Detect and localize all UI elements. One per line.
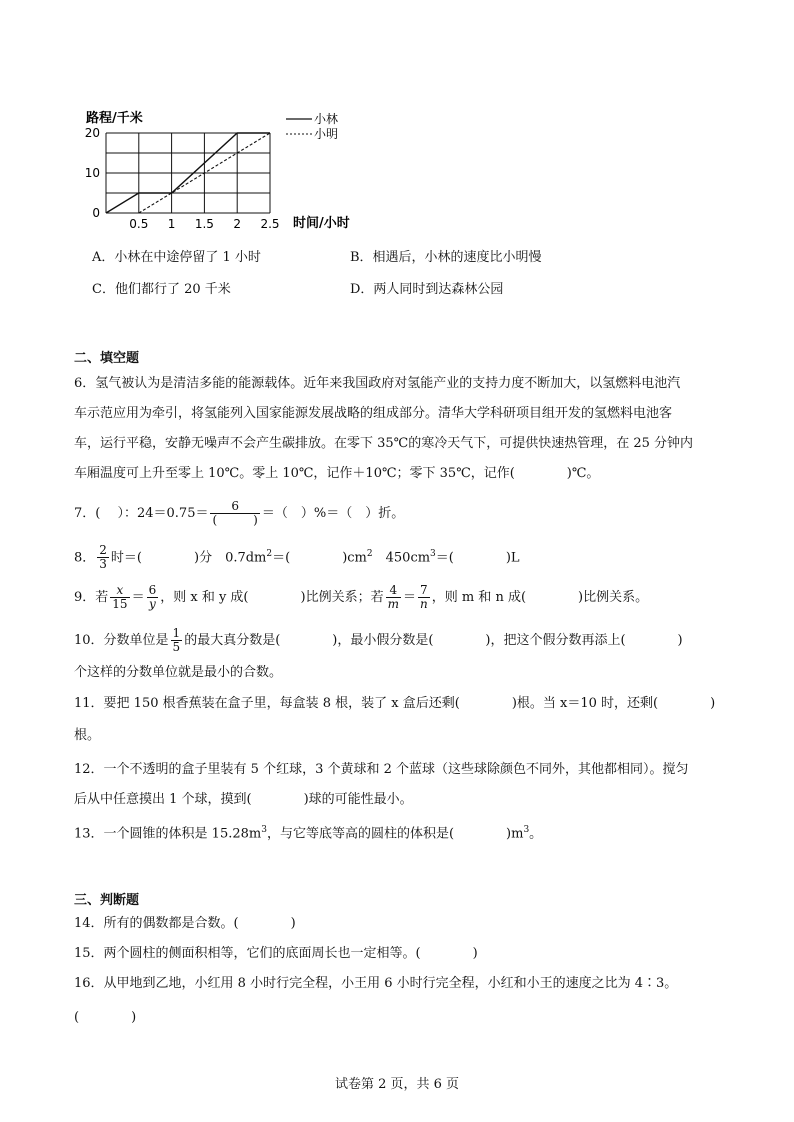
page-footer: 试卷第 2 页，共 6 页 [334,1077,460,1092]
chart-legend [286,111,338,141]
question-16-line-1: 16．从甲地到乙地，小红用 8 小时行完全程，小王用 6 小时行完全程，小红和小王的速度之比为 4∶3。 [74,976,678,991]
question-16-line-2: ( ) [74,1010,137,1025]
x-axis-label: 时间/小时 [293,216,350,231]
question-15: 15．两个圆柱的侧面积相等，它们的底面周长也一定相等。( ) [74,946,478,961]
y-tick-label: 20 [84,126,100,140]
question-8: 8． $\frac{2}{3}$ 时＝( )分 $0.7dm^2=$( )$cm^2$ $450cm^3=$( )L [74,543,520,572]
section-title-fill-in: 二、填空题 [74,351,140,366]
choice-d: D．两人同时到达森林公园 [350,282,504,297]
choice-c: C．他们都行了 20 千米 [92,282,231,297]
question-14: 14．所有的偶数都是合数。( ) [74,916,296,931]
y-tick-label: 0 [92,206,100,220]
question-10-line-2: 个这样的分数单位就是最小的合数。 [74,665,283,680]
section-title-true-false: 三、判断题 [74,893,140,908]
choice-a: A．小林在中途停留了 1 小时 [92,250,261,265]
choice-b: B．相遇后，小林的速度比小明慢 [350,250,542,265]
question-12-line-2: 后从中任意摸出 1 个球，摸到( )球的可能性最小。 [74,792,413,807]
chart-grid [106,133,270,213]
y-axis-label: 路程/千米 [86,111,143,126]
y-tick-labels [85,126,100,220]
question-11-line-1: 11．要把 150 根香蕉装在盒子里，每盒装 8 根，装了 x 盒后还剩( )根。当 x＝10 时，还剩( ) [74,696,716,711]
question-11-line-2: 根。 [74,728,101,743]
q6-line-3: 车，运行平稳，安静无噪声不会产生碳排放。在零下 35℃的寒冷天气下，可提供快速热管理，在 25 分钟内 [74,436,694,451]
x-tick-label: 2.5 [260,217,280,231]
x-tick-label: 1.5 [194,217,214,231]
question-9: 9．若 $\frac{x}{15}$ ＝ $\frac{6}{y}$ ，则 x 和 y 成( )比例关系；若 $\frac{4}{m}$ ＝ $\frac{7}{n}$ ，则 m 和 n 成( )比例关系。 [74,583,649,611]
question-7: 7．( ）：24＝0.75＝ $\frac{6}{( )}$ ＝（ ）%＝（ ）折。 [74,499,405,527]
question-10-line-1: 10．分数单位是 $\frac{1}{5}$ 的最大真分数是( )，最小假分数是( )，把这个假分数再添上( ) [74,626,683,654]
question-12-line-1: 12．一个不透明的盒子里装有 5 个红球，3 个黄球和 2 个蓝球（这些球除颜色不同外，其他都相同）。搅匀 [74,762,689,777]
x-tick-label: 0.5 [129,217,149,231]
question-13: 13．一个圆锥的体积是 $15.28m^3$，与它等底等高的圆柱的体积是( )$m^3$。 [74,825,543,842]
x-tick-label: 1 [167,217,176,231]
q6-line-1: 6．氢气被认为是清洁多能的能源载体。近年来我国政府对氢能产业的支持力度不断加大，以氢燃料电池汽 [74,376,681,391]
y-tick-label: 10 [84,166,100,180]
distance-time-chart [80,104,380,234]
x-tick-label: 2 [233,217,242,231]
q6-line-4: 车厢温度可上升至零上 10℃。零上 10℃，记作＋10℃；零下 35℃，记作( )℃。 [74,466,600,481]
q6-line-2: 车示范应用为牵引，将氢能列入国家能源发展战略的组成部分。清华大学科研项目组开发的氢燃料电池客 [74,406,673,421]
legend-item-xiaolin: 小林 [314,112,339,126]
legend-item-xiaoming: 小明 [314,127,339,141]
x-tick-labels [129,217,279,231]
